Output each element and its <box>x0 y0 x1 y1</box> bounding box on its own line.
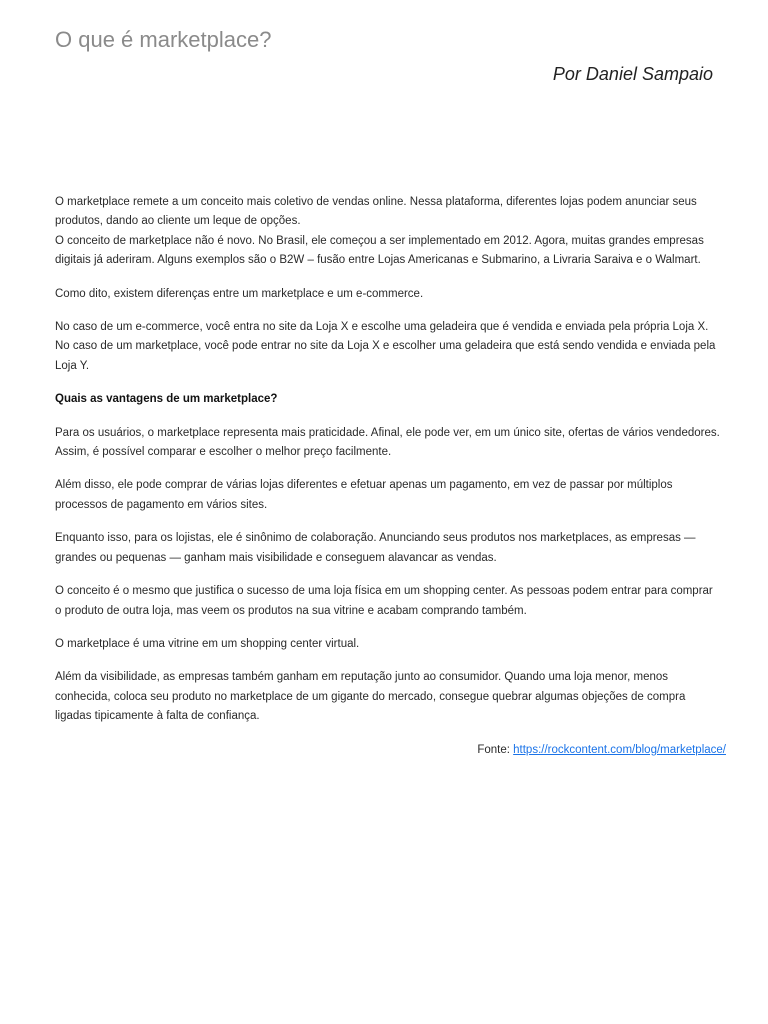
page-title: O que é marketplace? <box>55 27 272 52</box>
article-body <box>55 193 726 760</box>
paragraph-differences: Como dito, existem diferenças entre um marketplace e um e-commerce. <box>55 287 424 300</box>
source-label: Fonte: <box>477 743 514 756</box>
paragraph-intro: O marketplace remete a um conceito mais coletivo de vendas online. Nessa plataforma, diferentes lojas podem anunciar seus produtos, dando ao cliente um leque de opções. <box>55 196 697 228</box>
author-byline: Por Daniel Sampaio <box>552 64 713 84</box>
source-link[interactable]: https://rockcontent.com/blog/marketplace/ <box>513 743 726 756</box>
paragraph-history: O conceito de marketplace não é novo. No Brasil, ele começou a ser implementado em 2012. Agora, muitas grandes empresas digitais já aderiram. Alguns exemplos são o B2W – fusão entre Lojas Americanas e Submarino, a Livraria Saraiva e o Walmart. <box>55 234 704 267</box>
paragraph-sellers: Enquanto isso, para os lojistas, ele é sinônimo de colaboração. Anunciando seus produtos nos marketplaces, as empresas — grandes ou pequenas — ganham mais visibilidade e conseguem alavancar as vendas. <box>55 532 696 564</box>
paragraph-payment: Além disso, ele pode comprar de várias lojas diferentes e efetuar apenas um pagamento, em vez de passar por múltiplos processos de pagamento em vários sites. <box>55 479 673 511</box>
paragraph-vitrine: O marketplace é uma vitrine em um shopping center virtual. <box>55 637 360 650</box>
paragraph-users: Para os usuários, o marketplace representa mais praticidade. Afinal, ele pode ver, em um único site, ofertas de vários vendedores. Assim, é possível comparar e escolher o melhor preço facilmente. <box>55 426 720 459</box>
paragraph-shopping-center: O conceito é o mesmo que justifica o sucesso de uma loja física em um shopping center. As pessoas podem entrar para comprar o produto de outra loja, mas veem os produtos na sua vitrine e acabam comprando também. <box>55 585 713 617</box>
paragraph-reputation: Além da visibilidade, as empresas também ganham em reputação junto ao consumidor. Quando uma loja menor, menos conhecida, coloca seu produto no marketplace de um gigante do mercado, consegue quebrar algumas objeções de compra ligadas tipicamente à falta de confiança. <box>55 671 686 723</box>
source-line <box>55 741 726 760</box>
section-heading: Quais as vantagens de um marketplace? <box>55 393 278 406</box>
paragraph-example: No caso de um e-commerce, você entra no site da Loja X e escolhe uma geladeira que é vendida e enviada pela própria Loja X. No caso de um marketplace, você pode entrar no site da Loja X e escolher uma geladeira que está sendo vendida e enviada pela Loja Y. <box>55 321 716 372</box>
